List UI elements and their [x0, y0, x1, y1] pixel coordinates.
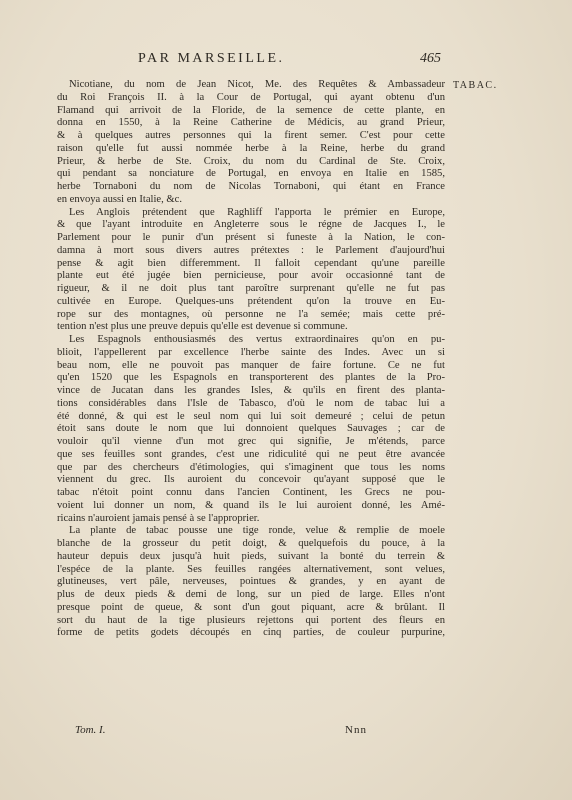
text-line: hauteur depuis deux jusqu'à huit pieds, suivant la bonté du terrein & [57, 550, 445, 562]
text-line: pense & agit bien differemment. Il falloit cependant qu'une pareille [57, 257, 445, 269]
text-line: glutineuses, vert pâle, nerveuses, pointues & grandes, y en ayant de [57, 576, 445, 588]
text-line: La plante de tabac pousse une tige ronde, velue & remplie de moele [69, 525, 445, 537]
text-line: rope sur des montagnes, où personne ne l'a semée; mais cette pré- [57, 308, 445, 320]
text-line: cultivée en Europe. Quelques-uns prétendent qu'on la trouve en Eu- [57, 295, 445, 307]
text-line: vouloir qu'il vienne d'un mot grec qui signifie, Je m'étends, parce [57, 436, 445, 447]
text-line: sort du haut de la tige plusieurs rejettons qui portent des fleurs en [57, 614, 445, 626]
page-number: 465 [420, 51, 441, 66]
text-line: que ses feuilles sont grandes, c'est une ridiculité qui ne peut être avancée [57, 448, 445, 460]
text-line: Flamand qui arrivoit de la Floride, de la semence de cette plante, en [57, 104, 445, 116]
text-line: l'espéce de la plante. Ses feuilles rangées alternativement, sont velues, [57, 563, 445, 575]
text-line: qui pendant sa nonciature de Portugal, en envoya en Italie en 1585, [57, 168, 445, 180]
text-line: tions considérables dans l'Isle de Tabasco, d'où le nom de tabac lui a [57, 397, 445, 409]
text-line: blanche de la grosseur du petit doigt, & quelquefois du pouce, à la [57, 538, 445, 549]
text-line: forme de petits godets découpés en cinq parties, de couleur purpurine, [57, 627, 445, 639]
text-line: & que l'ayant introduite en Angleterre sous le régne de Jacques I., le [57, 219, 445, 231]
margin-note: TABAC. [453, 80, 498, 91]
text-line: en envoya aussi en Italie, &c. [57, 193, 183, 205]
text-line: Prieur, & herbe de Ste. Croix, du nom du Cardinal de Ste. Croix, [57, 155, 445, 167]
text-line: rigueur, & il ne doit plus tant paroître surprenant qu'elle ne fut pas [57, 283, 445, 294]
page-footer [0, 724, 572, 740]
text-line: Parlement pour le punir d'un présent si funeste à la Nation, le con- [57, 232, 445, 243]
text-line: damna à mort sous divers autres prétextes : le Parlement d'aujourd'hui [57, 244, 445, 256]
text-line: que par des chercheurs d'étimologies, qui s'imaginent que tous les noms [57, 461, 445, 473]
text-line: tabac n'étoit point connu dans l'ancien Continent, les Grecs ne pou- [57, 487, 445, 498]
text-line: du Roi François II. à la Cour de Portugal, qui ayant obtenu d'un [57, 91, 445, 103]
text-line: beau nom, elle ne pouvoit pas manquer de faire fortune. Ce ne fut [57, 359, 445, 371]
page-header [0, 51, 572, 71]
text-line: qu'en 1520 que les Espagnols en transporterent des plantes de la Pro- [57, 372, 445, 384]
text-line: donna en 1550, à la Reine Catherine de Médicis, au grand Prieur, [57, 117, 445, 129]
body-text [57, 79, 445, 640]
text-line: blioit, l'appellerent par excellence l'herbe sainte des Indes. Avec un si [57, 346, 445, 358]
text-line: viennent du grec. Ils auroient du concevoir qu'ayant supposé que le [57, 474, 445, 486]
volume-signature: Tom. I. [75, 724, 106, 736]
text-line: Les Espagnols enthousiasmés des vertus extraordinaires qu'on en pu- [69, 334, 445, 345]
text-line: Les Anglois prétendent que Raghliff l'apporta le prémier en Europe, [69, 206, 445, 218]
text-line: plus de deux pieds & demi de long, sur un pied de large. Elles n'ont [57, 589, 445, 600]
text-line: herbe Tornaboni du nom de Nicolas Tornaboni, qui étant en France [57, 181, 445, 192]
text-line: Nicotiane, du nom de Jean Nicot, Me. des Requêtes & Ambassadeur [69, 79, 445, 90]
text-line: été donné, & qui est le seul nom qui lui soit demeuré ; celui de petun [57, 410, 445, 422]
text-line: presque point de queue, & sont d'un gout piquant, acre & brûlant. Il [57, 601, 445, 613]
text-line: & à quelques autres personnes qui la firent semer. C'est pour cette [57, 130, 445, 141]
text-line: ricains n'auroient jamais pensé à se l'approprier. [57, 512, 260, 524]
text-line: vince de Jucatan dans les grandes Isles, & qu'ils en firent des planta- [57, 385, 445, 396]
text-line: plante eut été jugée bien pernicieuse, pour avoir occasionné tant de [57, 270, 445, 282]
running-head: PAR MARSEILLE. [138, 51, 285, 66]
text-line: raison qu'elle fut aussi nommée herbe à la Reine, herbe du grand [57, 142, 445, 154]
text-line: voient lui donner un nom, & quand ils le lui auroient donné, les Amé- [57, 499, 445, 511]
gathering-signature: Nnn [345, 724, 367, 736]
text-line: étoit sans doute le nom que lui donnoient quelques Sauvages ; car de [57, 423, 445, 435]
text-line: tention n'est plus une preuve depuis qu'elle est devenue si commune. [57, 321, 348, 333]
